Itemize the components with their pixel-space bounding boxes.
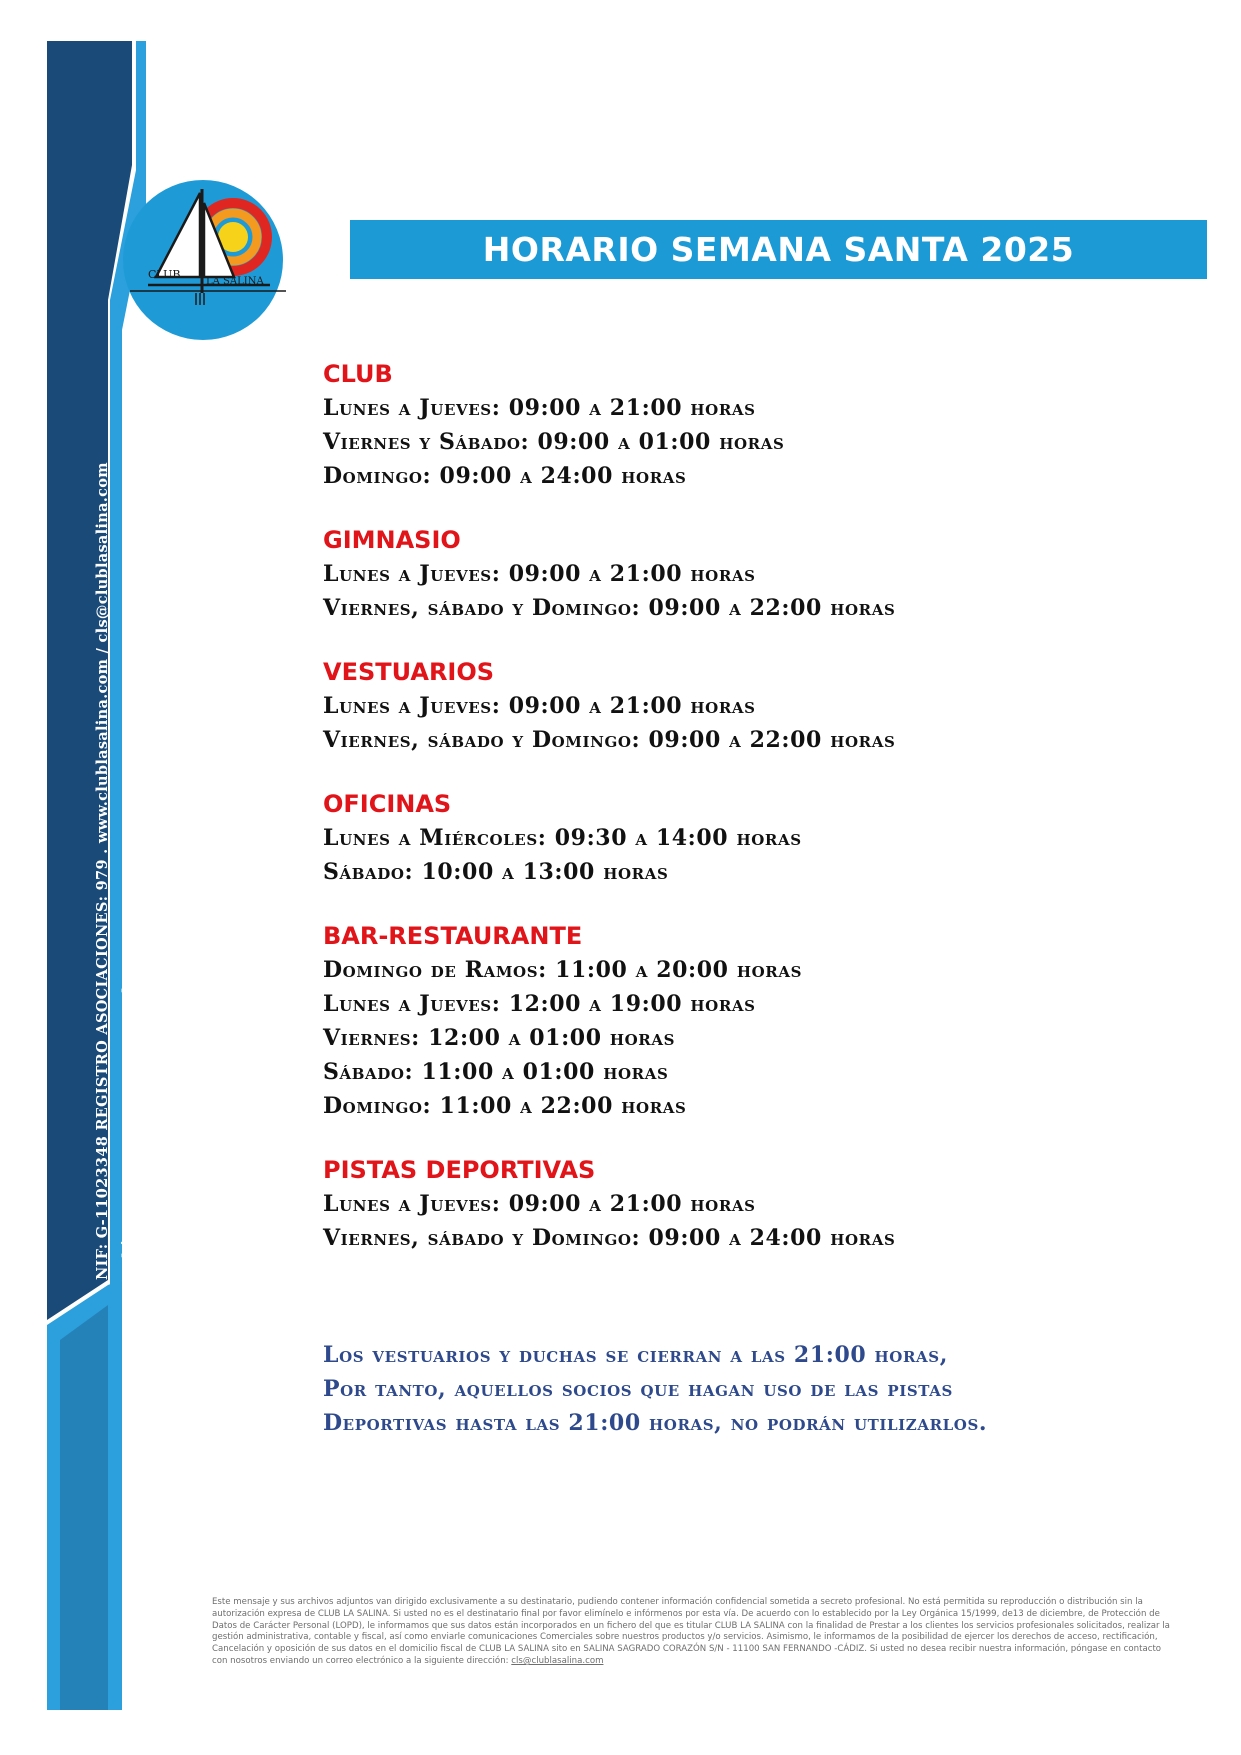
section-oficinas xyxy=(323,787,1203,889)
title-banner xyxy=(350,220,1207,279)
schedule-line: Domingo de Ramos: 11:00 a 20:00 horas xyxy=(323,957,803,983)
logo-la-salina-text: LA SALINA xyxy=(206,276,264,287)
schedule-line: Sábado: 10:00 a 13:00 horas xyxy=(323,859,669,885)
schedule-line: Viernes: 12:00 a 01:00 horas xyxy=(323,1025,676,1051)
legal-disclaimer xyxy=(212,1597,1172,1668)
schedule-list xyxy=(323,357,1203,1285)
club-la-salina-logo xyxy=(118,175,288,345)
section-title: CLUB xyxy=(323,360,393,388)
schedule-line: Lunes a Jueves: 09:00 a 21:00 horas xyxy=(323,1191,756,1217)
sidebar-text-line-2: Bahía Sur s/n / 11100 San Fernando/ 956 893 090 - 658 949 655 xyxy=(120,740,137,1280)
section-bar-restaurante xyxy=(323,919,1203,1123)
schedule-line: Viernes, sábado y Domingo: 09:00 a 24:00 horas xyxy=(323,1225,896,1251)
schedule-line: Domingo: 09:00 a 24:00 horas xyxy=(323,463,687,489)
schedule-line: Lunes a Jueves: 12:00 a 19:00 horas xyxy=(323,991,756,1017)
schedule-line: Viernes, sábado y Domingo: 09:00 a 22:00 horas xyxy=(323,595,896,621)
page-title: HORARIO SEMANA SANTA 2025 xyxy=(482,230,1075,269)
schedule-line: Lunes a Miércoles: 09:30 a 14:00 horas xyxy=(323,825,802,851)
logo-club-text: CLUB xyxy=(148,268,181,281)
closing-note xyxy=(323,1338,1123,1440)
note-line: Los vestuarios y duchas se cierran a las 21:00 horas, xyxy=(323,1342,948,1368)
disclaimer-text: Este mensaje y sus archivos adjuntos van dirigido exclusivamente a su destinatario, pudiendo contener información confidencial sometida a secreto profesional. No está permitida su reproducción o distribución sin la autorización expresa de CLUB LA SALINA. Si usted no es el destinatario final por favor elimínelo e infórmenos por esta vía. De acuerdo con lo establecido por la Ley Orgánica 15/1999, de13 de diciembre, de Protección de Datos de Carácter Personal (LOPD), le informamos que sus datos están incorporados en un fichero del que es titular CLUB LA SALINA con la finalidad de Prestar a los clientes los servicios profesionales solicitados, realizar la gestión administrativa, contable y fiscal, así como enviarle comunicaciones Comerciales sobre nuestros productos y/o servicios. Asimismo, le informamos de la posibilidad de ejercer los derechos de acceso, rectificación, Cancelación y oposición de sus datos en el domicilio fiscal de CLUB LA SALINA sito en SALINA SAGRADO CORAZÓN S/N - 11100 SAN FERNANDO -CÁDIZ. Si usted no desea recibir nuestra información, póngase en contacto con nosotros enviando un correo electrónico a la siguiente dirección: xyxy=(212,1597,1170,1666)
note-line: Por tanto, aquellos socios que hagan uso de las pistas xyxy=(323,1376,953,1402)
schedule-line: Lunes a Jueves: 09:00 a 21:00 horas xyxy=(323,561,756,587)
section-club xyxy=(323,357,1203,493)
section-title: VESTUARIOS xyxy=(323,658,495,686)
section-title: PISTAS DEPORTIVAS xyxy=(323,1156,596,1184)
schedule-line: Sábado: 11:00 a 01:00 horas xyxy=(323,1059,669,1085)
schedule-line: Viernes, sábado y Domingo: 09:00 a 22:00 horas xyxy=(323,727,896,753)
disclaimer-email-link[interactable]: cls@clublasalina.com xyxy=(511,1655,604,1666)
band-dark-lower xyxy=(60,1305,108,1710)
section-title: BAR-RESTAURANTE xyxy=(323,922,583,950)
section-vestuarios xyxy=(323,655,1203,757)
sidebar-text-line-1: NIF: G-11023348 REGISTRO ASOCIACIONES: 979 . www.clublasalina.com / cls@clublasalina.com xyxy=(94,462,111,1280)
schedule-line: Lunes a Jueves: 09:00 a 21:00 horas xyxy=(323,395,756,421)
section-pistas-deportivas xyxy=(323,1153,1203,1255)
schedule-line: Viernes y Sábado: 09:00 a 01:00 horas xyxy=(323,429,785,455)
section-title: OFICINAS xyxy=(323,790,452,818)
schedule-line: Domingo: 11:00 a 22:00 horas xyxy=(323,1093,687,1119)
schedule-line: Lunes a Jueves: 09:00 a 21:00 horas xyxy=(323,693,756,719)
section-gimnasio xyxy=(323,523,1203,625)
sidebar-contact-text xyxy=(90,400,142,1280)
section-title: GIMNASIO xyxy=(323,526,461,554)
note-line: Deportivas hasta las 21:00 horas, no podrán utilizarlos. xyxy=(323,1410,988,1436)
